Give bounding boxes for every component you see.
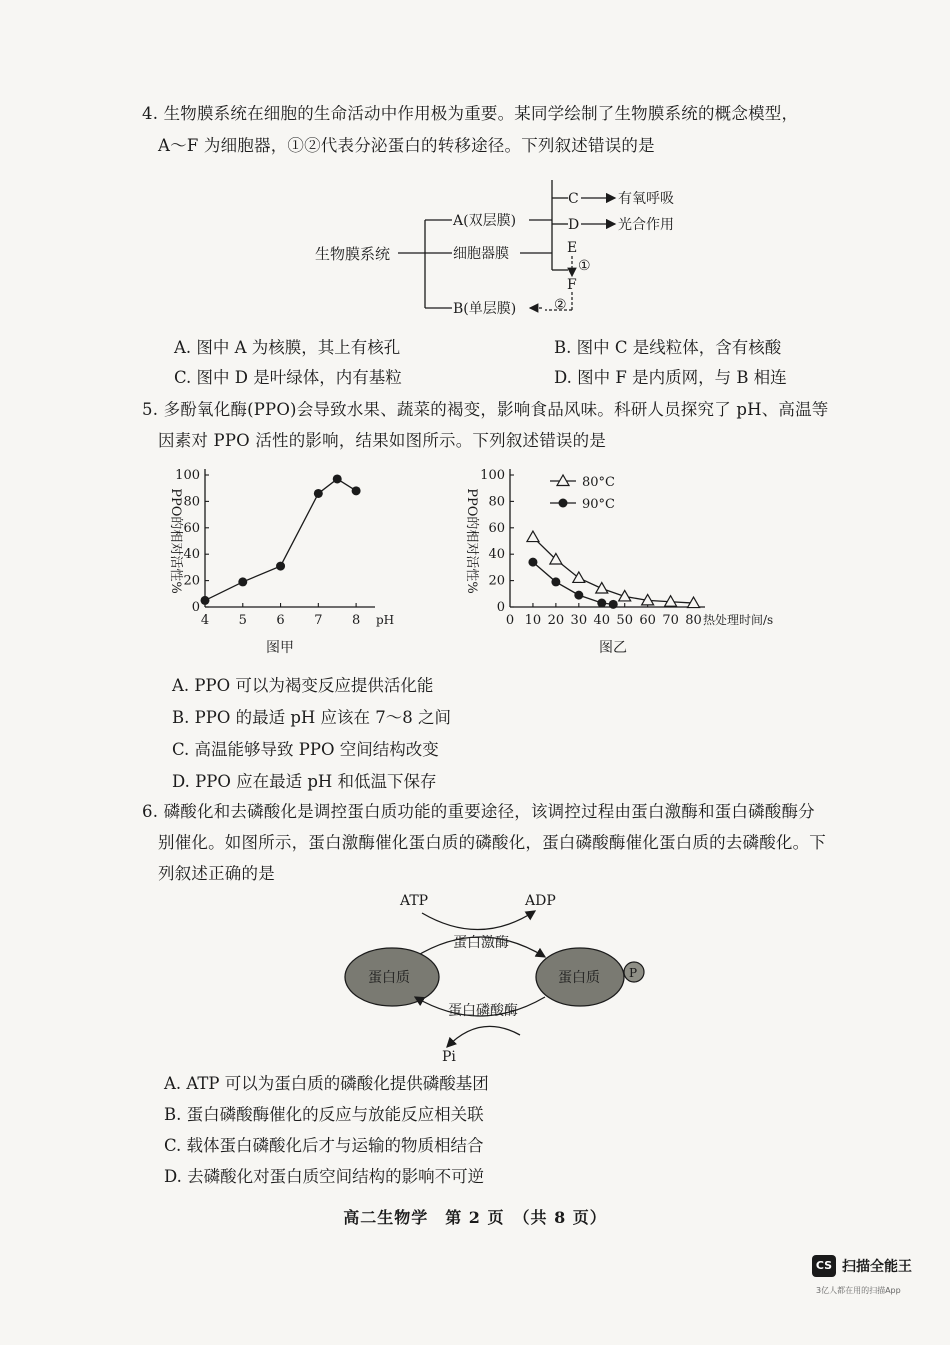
x-tick-label: 30: [570, 613, 588, 628]
chart-caption: 图甲: [266, 640, 294, 656]
chart-caption: 图乙: [599, 640, 627, 656]
q5-option-d[interactable]: D. PPO 应在最适 pH 和低温下保存: [172, 772, 437, 791]
q6-option-a[interactable]: A. ATP 可以为蛋白质的磷酸化提供磷酸基团: [164, 1074, 489, 1093]
x-tick-label: 0: [505, 613, 515, 628]
q4-option-a[interactable]: A. 图中 A 为核膜，其上有核孔: [174, 338, 401, 357]
diagram-e-label: E: [567, 240, 578, 256]
kinase-label: 蛋白激酶: [453, 935, 509, 951]
q6-option-b[interactable]: B. 蛋白磷酸酶催化的反应与放能反应相关联: [164, 1105, 484, 1124]
phosphatase-label: 蛋白磷酸酶: [448, 1003, 518, 1019]
x-tick-label: 10: [524, 613, 542, 628]
series-line-0: [533, 537, 694, 603]
data-point: [201, 596, 210, 605]
x-tick-label: 8: [351, 613, 361, 628]
q4-option-b[interactable]: B. 图中 C 是线粒体，含有核酸: [554, 338, 782, 357]
x-tick-label: 20: [547, 613, 565, 628]
q6-stem-line2: 别催化。如图所示，蛋白激酶催化蛋白质的磷酸化，蛋白磷酸酶催化蛋白质的去磷酸化。下: [158, 833, 826, 852]
y-tick-label: 60: [183, 520, 200, 536]
data-point: [597, 599, 606, 608]
q5-stem-line2: 因素对 PPO 活性的影响，结果如图所示。下列叙述错误的是: [158, 431, 607, 450]
y-tick-label: 80: [488, 494, 505, 510]
data-point: [352, 486, 361, 495]
y-tick-label: 100: [175, 468, 200, 483]
data-point: [314, 489, 323, 498]
data-point: [333, 474, 342, 483]
data-point: [609, 600, 618, 609]
chart-heat-activity: [450, 455, 790, 670]
data-point: [551, 577, 560, 586]
y-tick-label: 20: [183, 573, 200, 589]
diagram-d-function: 光合作用: [618, 217, 674, 233]
path-2-label: ②: [554, 297, 567, 313]
data-point: [238, 577, 247, 586]
y-tick-label: 0: [496, 600, 505, 615]
x-tick-label: 6: [276, 613, 285, 628]
scanner-logo: CS: [812, 1255, 836, 1277]
membrane-system-diagram: [300, 172, 720, 322]
legend-marker: [559, 499, 568, 508]
x-tick-label: 4: [200, 613, 210, 628]
q5-option-a[interactable]: A. PPO 可以为褐变反应提供活化能: [172, 676, 434, 695]
x-tick-label: 5: [238, 613, 247, 628]
diagram-b-label: B(单层膜): [453, 301, 517, 317]
q4-stem-line2: A～F 为细胞器，①②代表分泌蛋白的转移途径。下列叙述错误的是: [158, 136, 655, 155]
y-tick-label: 60: [488, 520, 505, 536]
y-tick-label: 20: [488, 573, 505, 589]
x-tick-label: 70: [662, 613, 679, 628]
x-tick-label: 80: [685, 613, 702, 628]
diagram-root-label: 生物膜系统: [315, 245, 391, 263]
phosphorylated-protein-label: 蛋白质: [558, 970, 600, 986]
q4-stem-line1: 4. 生物膜系统在细胞的生命活动中作用极为重要。某同学绘制了生物膜系统的概念模型，: [142, 104, 799, 123]
x-tick-label: 40: [593, 613, 611, 628]
q5-stem-line1: 5. 多酚氧化酶(PPO)会导致水果、蔬菜的褐变，影响食品风味。科研人员探究了 pH、高温等: [142, 400, 829, 419]
data-point: [527, 531, 539, 542]
legend-marker: [557, 475, 569, 486]
legend-label: 90°C: [582, 497, 615, 512]
data-point: [574, 591, 583, 600]
y-tick-label: 40: [488, 547, 505, 563]
q6-option-d[interactable]: D. 去磷酸化对蛋白质空间结构的影响不可逆: [164, 1167, 485, 1186]
y-tick-label: 100: [480, 468, 505, 483]
phosphorylation-diagram: [330, 885, 670, 1065]
diagram-mid-label: 细胞器膜: [453, 246, 509, 262]
x-axis-label: pH: [376, 613, 395, 627]
q5-option-c[interactable]: C. 高温能够导致 PPO 空间结构改变: [172, 740, 439, 759]
data-point: [528, 558, 537, 567]
y-axis-label: PPO的相对活性%: [168, 488, 183, 594]
path-1-label: ①: [578, 258, 591, 274]
y-axis-label: PPO的相对活性%: [464, 488, 479, 594]
atp-label: ATP: [400, 893, 429, 909]
protein-label: 蛋白质: [368, 970, 410, 986]
y-tick-label: 40: [183, 547, 200, 563]
q6-option-c[interactable]: C. 载体蛋白磷酸化后才与运输的物质相结合: [164, 1136, 484, 1155]
data-point: [276, 562, 285, 571]
adp-label: ADP: [525, 893, 556, 909]
data-point: [573, 572, 585, 583]
diagram-d-label: D: [568, 217, 580, 233]
phosphate-label: P: [629, 966, 638, 980]
x-axis-label: 热处理时间/s: [703, 613, 774, 627]
chart-ph-activity: [160, 455, 420, 670]
y-tick-label: 80: [183, 494, 200, 510]
y-tick-label: 0: [191, 600, 200, 615]
q6-stem-line1: 6. 磷酸化和去磷酸化是调控蛋白质功能的重要途径，该调控过程由蛋白激酶和蛋白磷酸酶分: [142, 802, 815, 821]
series-line-0: [205, 479, 356, 600]
x-tick-label: 7: [314, 613, 323, 628]
q6-stem-line3: 列叙述正确的是: [158, 864, 275, 883]
diagram-c-label: C: [568, 191, 579, 207]
scanner-tagline: 3亿人都在用的扫描App: [816, 1286, 901, 1295]
diagram-c-function: 有氧呼吸: [618, 191, 674, 207]
data-point: [596, 583, 608, 594]
data-point: [619, 590, 631, 601]
scanner-name: 扫描全能王: [842, 1259, 912, 1275]
page-footer: 高二生物学 第 2 页 （共 8 页）: [343, 1208, 607, 1227]
diagram-a-label: A(双层膜): [453, 213, 517, 229]
q4-option-c[interactable]: C. 图中 D 是叶绿体，内有基粒: [174, 368, 402, 387]
legend-label: 80°C: [582, 475, 615, 490]
x-tick-label: 60: [639, 613, 656, 628]
q5-option-b[interactable]: B. PPO 的最适 pH 应该在 7～8 之间: [172, 708, 452, 727]
diagram-f-label: F: [567, 277, 577, 293]
x-tick-label: 50: [616, 613, 633, 628]
pi-label: Pi: [442, 1049, 456, 1065]
q4-option-d[interactable]: D. 图中 F 是内质网，与 B 相连: [554, 368, 787, 387]
